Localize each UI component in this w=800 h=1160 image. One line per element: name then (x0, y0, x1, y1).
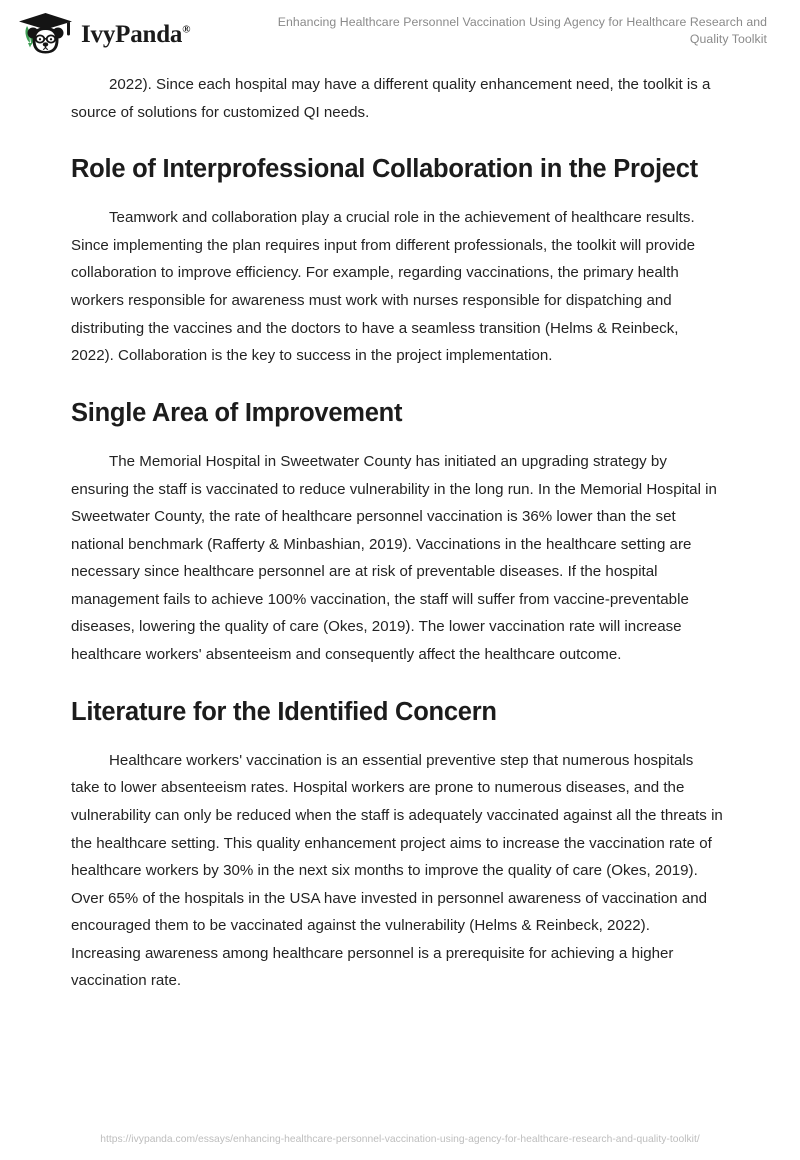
page-footer (0, 1129, 800, 1147)
panda-graduation-cap-icon (18, 11, 74, 57)
document-body (71, 62, 723, 995)
brand-wordmark (81, 22, 190, 47)
header-document-title: Enhancing Healthcare Personnel Vaccination Using Agency for Healthcare Research and Quality Toolkit (277, 15, 767, 46)
paragraph-literature-vaccination: Healthcare workers' vaccination is an essential preventive step that numerous hospitals take to lower absenteeism rates. Hospital workers are prone to numerous diseases, and the vulnerability can only be reduced when the staff is adequately vaccinated against all the threats in the healthcare setting. This quality enhancement project aims to increase the vaccination rate of healthcare workers by 30% in the next six months to improve the quality of care (Okes, 2019). Over 65% of the hospitals in the USA have invested in personnel awareness of vaccination and encouraged them to be vaccinated against the vulnerability (Helms & Reinbeck, 2022). Increasing awareness among healthcare personnel is a prerequisite for achieving a higher vaccination rate. (71, 751, 723, 990)
heading-interprofessional-collaboration: Role of Interprofessional Collaboration in the Project (71, 155, 698, 184)
ivypanda-logo[interactable] (18, 9, 190, 57)
page-header (0, 0, 800, 62)
paragraph-continued-toolkit: 2022). Since each hospital may have a different quality enhancement need, the toolkit is a source of solutions for customized QI needs. (71, 76, 711, 121)
registered-trademark-icon: ® (182, 23, 191, 36)
paragraph-teamwork-collaboration: Teamwork and collaboration play a crucial role in the achievement of healthcare results. Since implementing the plan requires input from different professionals, the toolkit will provide collaboration to improve efficiency. For example, regarding vaccinations, the primary health workers responsible for awareness must work with nurses responsible for dispatching and distributing the vaccines and the doctors to have a seamless transition (Helms & Reinbeck, 2022). Collaboration is the key to success in the project implementation. (71, 209, 696, 365)
heading-literature-identified-concern: Literature for the Identified Concern (71, 697, 497, 726)
brand-name-text: IvyPanda (81, 20, 183, 48)
paragraph-memorial-hospital: The Memorial Hospital in Sweetwater County has initiated an upgrading strategy by ensuring the staff is vaccinated to reduce vulnerability in the long run. In the Memorial Hospital in Sweetwater County, the rate of healthcare personnel vaccination is 36% lower than the set national benchmark (Rafferty & Minbashian, 2019). Vaccinations in the healthcare setting are necessary since healthcare personnel are at risk of preventable diseases. If the hospital management fails to achieve 100% vaccination, the staff will suffer from vaccine-preventable diseases, lowering the quality of care (Okes, 2019). The lower vaccination rate will increase healthcare workers' absenteeism and consequently affect the healthcare outcome. (71, 452, 717, 664)
heading-single-area-of-improvement: Single Area of Improvement (71, 398, 403, 427)
footer-source-url[interactable]: https://ivypanda.com/essays/enhancing-healthcare-personnel-vaccination-using-agency-for-healthcare-research-and-quality-toolkit/ (100, 1134, 700, 1145)
